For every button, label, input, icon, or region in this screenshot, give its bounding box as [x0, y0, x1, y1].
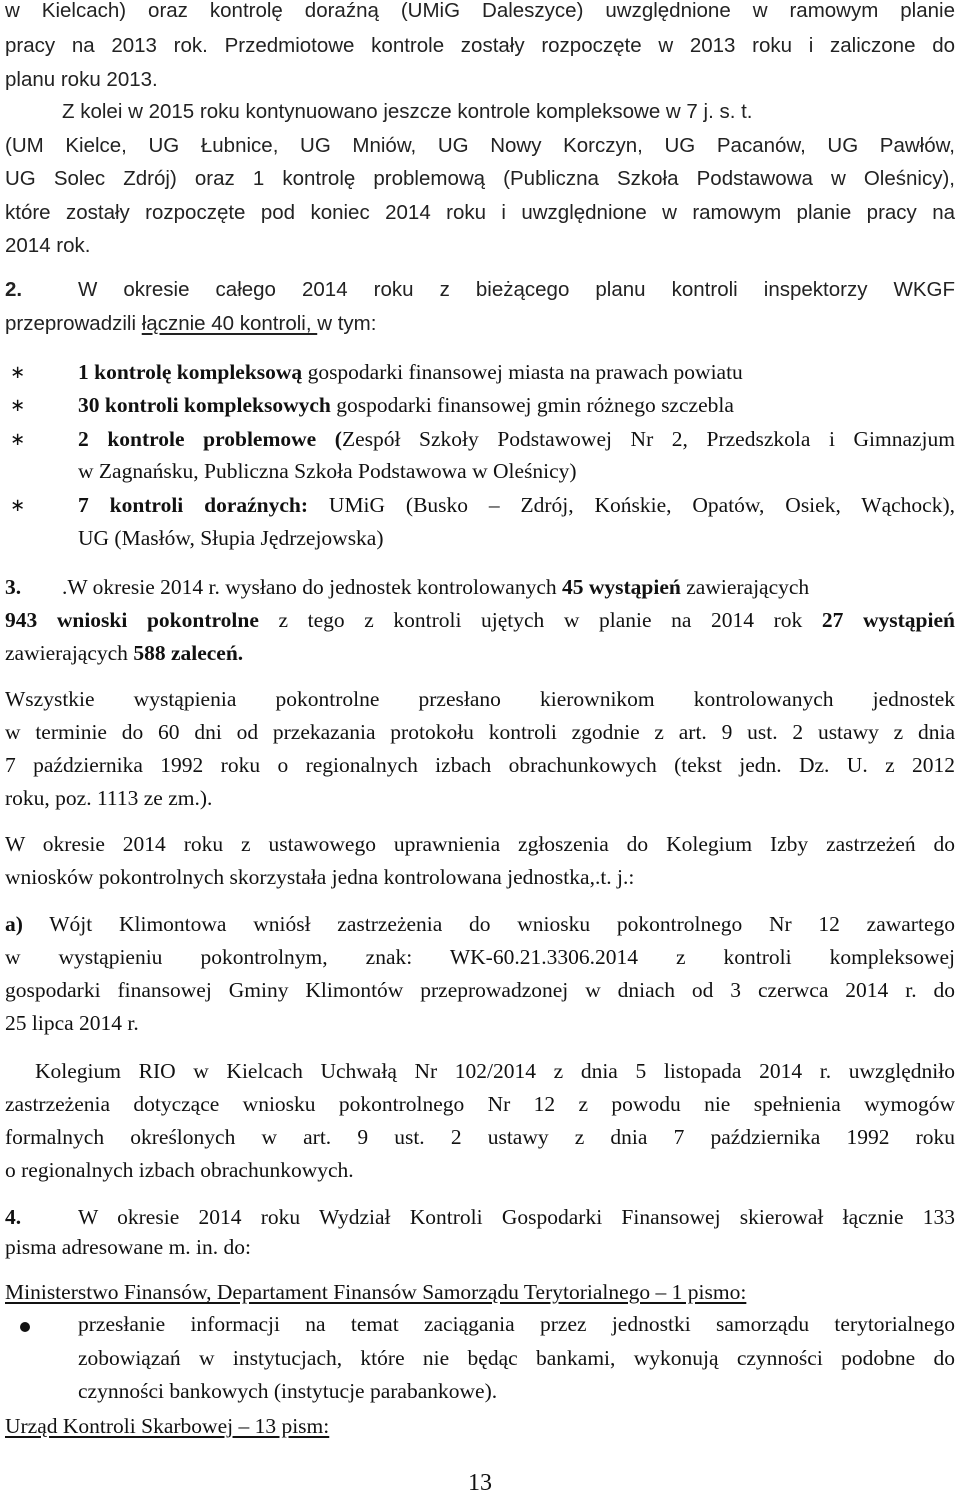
item-label: a)	[5, 912, 23, 936]
paragraph-line: w Kielcach) oraz kontrolę doraźną (UMiG Daleszyce) uwzględnione w ramowym planie	[5, 0, 955, 22]
asterisk-bullet-icon: ∗	[10, 495, 26, 516]
page-number: 13	[468, 1470, 492, 1496]
text-span: Wójt Klimontowa wniósł zastrzeżenia do wniosku pokontrolnego Nr 12 zawartego	[22, 912, 955, 936]
paragraph-line: W okresie 2014 roku Wydział Kontroli Gospodarki Finansowej skierował łącznie 133	[78, 1205, 955, 1229]
paragraph-line: pracy na 2013 rok. Przedmiotowe kontrole zostały rozpoczęte w 2013 roku i zaliczone do	[5, 34, 955, 57]
paragraph-line	[5, 642, 955, 666]
list-item-text: gospodarki finansowej gmin różnego szczebla	[330, 393, 734, 417]
paragraph-line: planu roku 2013.	[5, 68, 158, 91]
paragraph-line	[5, 913, 955, 937]
paragraph-line: o regionalnych izbach obrachunkowych.	[5, 1158, 354, 1182]
asterisk-bullet-icon: ∗	[10, 362, 26, 383]
section-number: 2.	[5, 278, 23, 301]
text-span: przeprowadzili	[5, 312, 142, 335]
bullet-line: przesłanie informacji na temat zaciągania przez jednostki samorządu terytorialnego	[78, 1312, 955, 1336]
paragraph-line: 25 lipca 2014 r.	[5, 1011, 139, 1035]
paragraph-line: które zostały rozpoczęte pod koniec 2014 roku i uwzględnione w ramowym planie pracy na	[5, 201, 955, 224]
list-item	[78, 361, 955, 385]
bold-text: 27 wystąpień	[821, 608, 955, 632]
paragraph-line: (UM Kielce, UG Łubnice, UG Mniów, UG Nowy Korczyn, UG Pacanów, UG Pawłów,	[5, 134, 955, 157]
paragraph-line: w wystąpieniu pokontrolnym, znak: WK-60.21.3306.2014 z kontroli kompleksowej	[5, 945, 955, 969]
text-span: z tego z kontroli ujętych w planie na 2014 rok	[258, 608, 822, 632]
list-item	[78, 494, 955, 518]
paragraph-line: 2014 rok.	[5, 234, 91, 257]
paragraph-line: Wszystkie wystąpienia pokontrolne przesłano kierownikom kontrolowanych jednostek	[5, 687, 955, 711]
paragraph-line	[5, 313, 955, 336]
bullet-line: czynności bankowych (instytucje parabankowe).	[78, 1379, 498, 1403]
text-span: .W okresie 2014 r. wysłano do jednostek kontrolowanych	[62, 575, 562, 599]
paragraph-line: zastrzeżenia dotyczące wniosku pokontrolnego Nr 12 z powodu nie spełnienia wymogów	[5, 1092, 955, 1116]
list-item-continuation: UG (Masłów, Słupia Jędrzejowska)	[78, 526, 384, 550]
bold-text: 943 wnioski pokontrolne	[5, 608, 259, 632]
asterisk-bullet-icon: ∗	[10, 395, 26, 416]
underlined-text: łącznie 40 kontroli,	[141, 312, 318, 335]
list-item-text: Zespół Szkoły Podstawowej Nr 2, Przedszkola i Gimnazjum	[341, 427, 955, 451]
paragraph-line: pisma adresowane m. in. do:	[5, 1235, 252, 1259]
bold-text: 588 zaleceń.	[133, 641, 244, 665]
section-number: 4.	[5, 1205, 22, 1229]
subheading-ministerstwo: Ministerstwo Finansów, Departament Finansów Samorządu Terytorialnego – 1 pismo:	[5, 1280, 747, 1304]
bold-text: 45 wystąpień	[562, 575, 681, 599]
list-item-bold: 2 kontrole problemowe (	[78, 427, 342, 451]
paragraph-line: formalnych określonych w art. 9 ust. 2 ustawy z dnia 7 października 1992 roku	[5, 1125, 955, 1149]
text-span: w tym:	[317, 312, 377, 335]
paragraph-line: roku, poz. 1113 ze zm.).	[5, 786, 213, 810]
bullet-dot-icon	[20, 1322, 30, 1332]
subheading-urzad: Urząd Kontroli Skarbowej – 13 pism:	[5, 1414, 330, 1438]
paragraph-line: gospodarki finansowej Gminy Klimontów przeprowadzonej w dniach od 3 czerwca 2014 r. do	[5, 978, 955, 1002]
text-span: zawierających	[680, 575, 810, 599]
paragraph-line: Z kolei w 2015 roku kontynuowano jeszcze kontrole kompleksowe w 7 j. s. t.	[62, 100, 753, 123]
list-item	[78, 428, 955, 452]
paragraph-line	[62, 576, 955, 600]
list-item-bold: 30 kontroli kompleksowych	[78, 393, 331, 417]
list-item-continuation: w Zagnańsku, Publiczna Szkoła Podstawowa w Oleśnicy)	[78, 459, 577, 483]
list-item-bold: 7 kontroli doraźnych:	[78, 493, 309, 517]
section-number: 3.	[5, 575, 22, 599]
paragraph-line: UG Solec Zdrój) oraz 1 kontrolę problemową (Publiczna Szkoła Podstawowa w Oleśnicy),	[5, 167, 955, 190]
paragraph-line: Kolegium RIO w Kielcach Uchwałą Nr 102/2014 z dnia 5 listopada 2014 r. uwzględniło	[35, 1059, 955, 1083]
paragraph-line: W okresie 2014 roku z ustawowego uprawnienia zgłoszenia do Kolegium Izby zastrzeżeń do	[5, 832, 955, 856]
bullet-line: zobowiązań w instytucjach, które nie będąc bankami, wykonują czynności podobne do	[78, 1346, 955, 1370]
text-span: zawierających	[5, 641, 134, 665]
paragraph-line: W okresie całego 2014 roku z bieżącego planu kontroli inspektorzy WKGF	[78, 278, 955, 301]
paragraph-line: wniosków pokontrolnych skorzystała jedna kontrolowana jednostka,.t. j.:	[5, 865, 635, 889]
paragraph-line: w terminie do 60 dni od przekazania protokołu kontroli zgodnie z art. 9 ust. 2 ustawy z dnia	[5, 720, 955, 744]
paragraph-line	[5, 609, 955, 633]
list-item-text: gospodarki finansowej miasta na prawach powiatu	[302, 360, 743, 384]
paragraph-line: 7 października 1992 roku o regionalnych izbach obrachunkowych (tekst jedn. Dz. U. z 2012	[5, 753, 955, 777]
list-item-text: UMiG (Busko – Zdrój, Końskie, Opatów, Osiek, Wąchock),	[308, 493, 955, 517]
list-item	[78, 394, 955, 418]
list-item-bold: 1 kontrolę kompleksową	[78, 360, 303, 384]
asterisk-bullet-icon: ∗	[10, 429, 26, 450]
